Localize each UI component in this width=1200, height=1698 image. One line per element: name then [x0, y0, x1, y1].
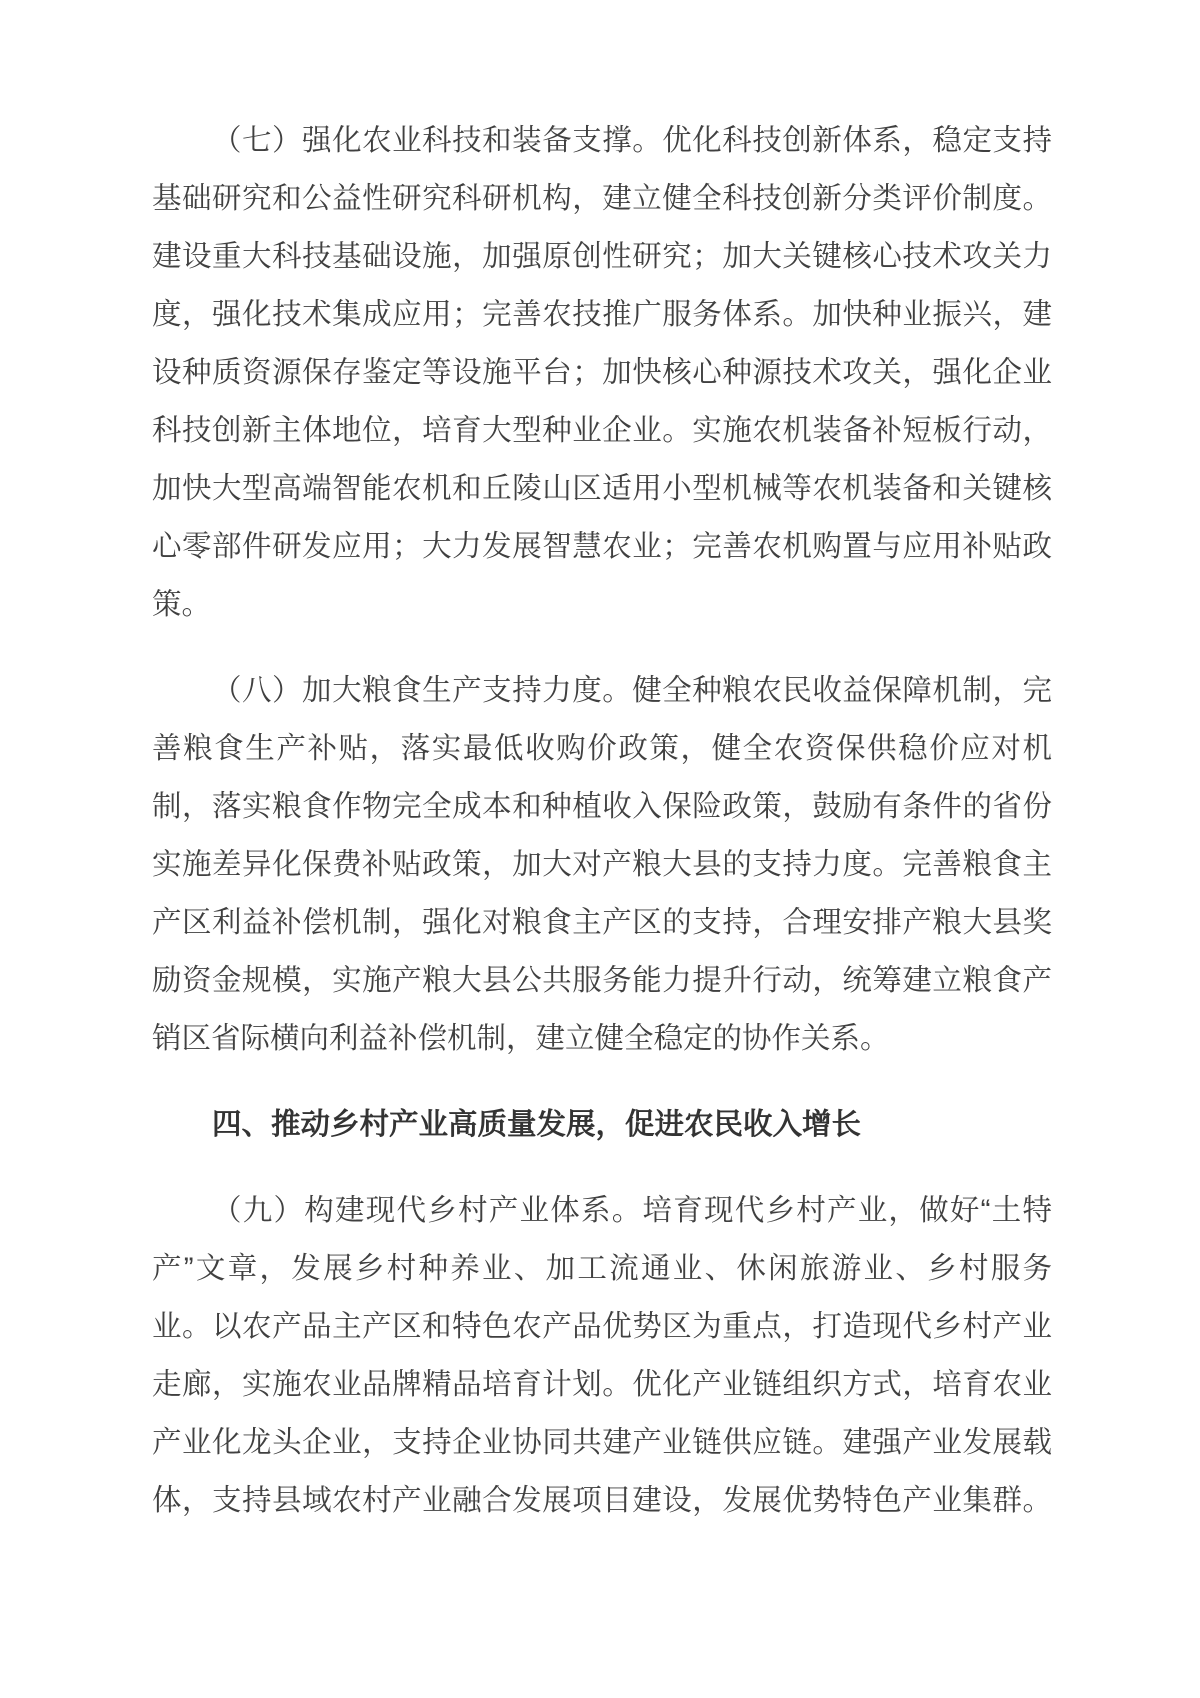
text-line: 度，强化技术集成应用；完善农技推广服务体系。加快种业振兴，建	[152, 298, 1052, 331]
text-line: 善粮食生产补贴，落实最低收购价政策，健全农资保供稳价应对机	[152, 732, 1052, 765]
text-line: 产区利益补偿机制，强化对粮食主产区的支持，合理安排产粮大县奖	[152, 906, 1052, 939]
text-line: 建设重大科技基础设施，加强原创性研究；加大关键核心技术攻关力	[152, 240, 1052, 273]
document-body	[152, 112, 1052, 1530]
paragraph	[152, 1182, 1052, 1530]
text-line: 产”文章，发展乡村种养业、加工流通业、休闲旅游业、乡村服务	[152, 1252, 1052, 1285]
paragraph	[152, 112, 1052, 634]
text-line: 心零部件研发应用；大力发展智慧农业；完善农机购置与应用补贴政	[152, 530, 1052, 563]
text-line: 设种质资源保存鉴定等设施平台；加快核心种源技术攻关，强化企业	[152, 356, 1052, 389]
text-line: 基础研究和公益性研究科研机构，建立健全科技创新分类评价制度。	[152, 182, 1052, 215]
text-line: 科技创新主体地位，培育大型种业企业。实施农机装备补短板行动，	[152, 414, 1052, 447]
text-line: 实施差异化保费补贴政策，加大对产粮大县的支持力度。完善粮食主	[152, 848, 1052, 881]
paragraph	[152, 662, 1052, 1068]
text-line: 走廊，实施农业品牌精品培育计划。优化产业链组织方式，培育农业	[152, 1368, 1052, 1401]
text-line: 体，支持县域农村产业融合发展项目建设，发展优势特色产业集群。	[152, 1484, 1052, 1517]
text-line: （七）强化农业科技和装备支撑。优化科技创新体系，稳定支持	[212, 124, 1052, 157]
text-line: （九）构建现代乡村产业体系。培育现代乡村产业，做好“土特	[212, 1194, 1052, 1227]
text-line: 策。	[152, 588, 212, 621]
text-line: 业。以农产品主产区和特色农产品优势区为重点，打造现代乡村产业	[152, 1310, 1052, 1343]
text-line: 励资金规模，实施产粮大县公共服务能力提升行动，统筹建立粮食产	[152, 964, 1052, 997]
text-line: 销区省际横向利益补偿机制，建立健全稳定的协作关系。	[152, 1022, 890, 1055]
text-line: 加快大型高端智能农机和丘陵山区适用小型机械等农机装备和关键核	[152, 472, 1052, 505]
text-line: 产业化龙头企业，支持企业协同共建产业链供应链。建强产业发展载	[152, 1426, 1052, 1459]
text-line: 制，落实粮食作物完全成本和种植收入保险政策，鼓励有条件的省份	[152, 790, 1052, 823]
text-line: 四、推动乡村产业高质量发展，促进农民收入增长	[212, 1108, 862, 1141]
text-line: （八）加大粮食生产支持力度。健全种粮农民收益保障机制，完	[212, 674, 1052, 707]
section-heading	[152, 1096, 1052, 1154]
